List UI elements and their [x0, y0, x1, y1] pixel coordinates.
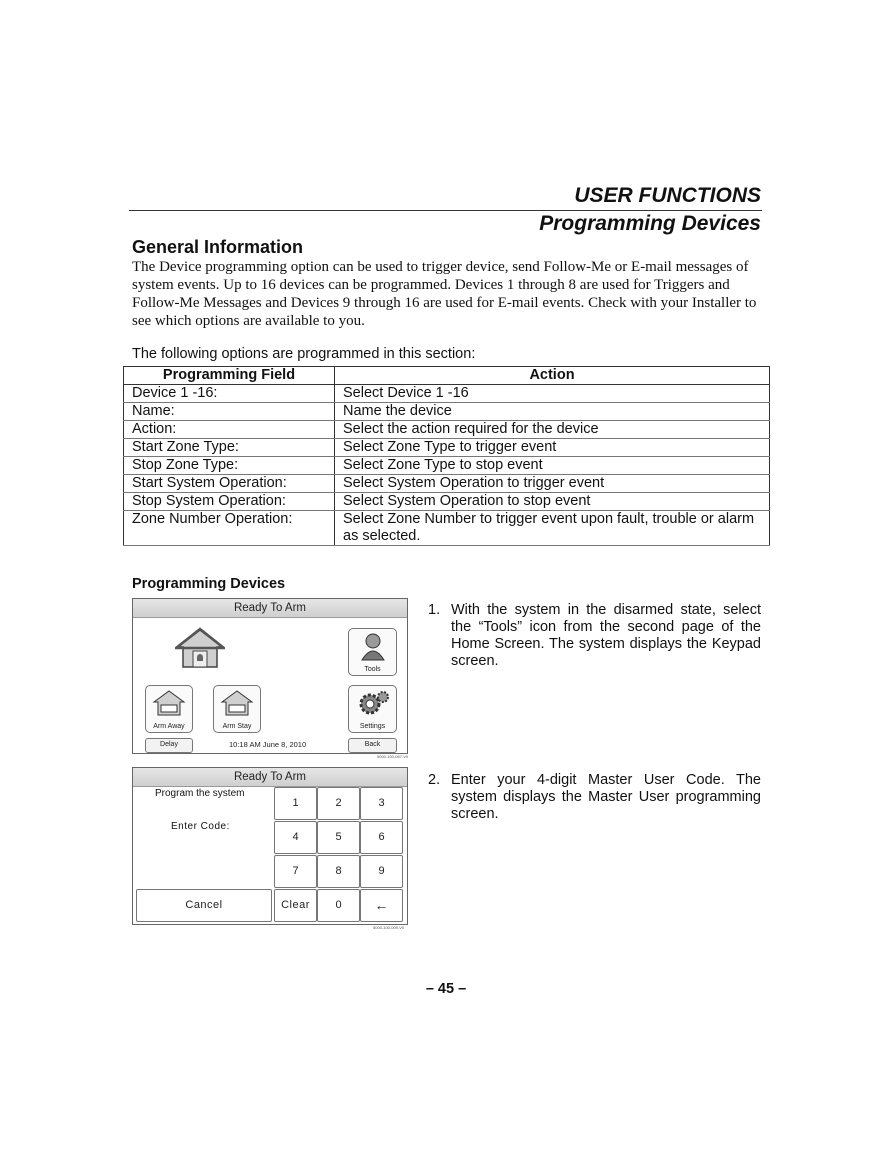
arm-stay-button[interactable]	[213, 685, 261, 733]
keypad-key-6[interactable]: 6	[360, 821, 403, 854]
table-header-action: Action	[335, 367, 770, 385]
backspace-button[interactable]: ←	[360, 889, 403, 922]
field-cell: Start System Operation:	[124, 475, 335, 493]
action-cell: Select Zone Type to stop event	[335, 457, 770, 475]
field-cell: Action:	[124, 421, 335, 439]
settings-icon	[356, 689, 390, 717]
keypad-key-5[interactable]: 5	[317, 821, 360, 854]
action-cell: Select Device 1 -16	[335, 385, 770, 403]
house-icon	[175, 627, 225, 671]
figure-code: 5000-100-009-V0	[373, 925, 405, 930]
general-information-heading: General Information	[132, 237, 304, 257]
table-row	[124, 493, 770, 511]
page-title: Programming Devices	[539, 212, 761, 235]
options-lead-text: The following options are programmed in this section:	[132, 346, 476, 362]
keypad-key-0[interactable]: 0	[317, 889, 360, 922]
table-row	[124, 385, 770, 403]
status-bar: Ready To Arm	[133, 768, 407, 787]
action-cell: Select the action required for the device	[335, 421, 770, 439]
table-header-field: Programming Field	[124, 367, 335, 385]
figure-code: 5000-100-067-V0	[377, 754, 409, 759]
step-number: 2.	[428, 772, 441, 788]
settings-label: Settings	[359, 723, 386, 730]
delay-button[interactable]: Delay	[145, 738, 193, 753]
program-prompt: Program the system	[155, 788, 245, 799]
table-row	[124, 439, 770, 457]
clear-button[interactable]: Clear	[274, 889, 317, 922]
field-cell: Zone Number Operation:	[124, 511, 335, 546]
status-bar: Ready To Arm	[133, 599, 407, 618]
action-cell: Select Zone Type to trigger event	[335, 439, 770, 457]
arm-away-button[interactable]	[145, 685, 193, 733]
table-row	[124, 511, 770, 546]
keypad-key-9[interactable]: 9	[360, 855, 403, 888]
table-row	[124, 457, 770, 475]
field-cell: Name:	[124, 403, 335, 421]
tools-button[interactable]	[348, 628, 397, 676]
tools-label: Tools	[364, 666, 381, 673]
section-title: USER FUNCTIONS	[574, 184, 761, 207]
step-text: With the system in the disarmed state, select the “Tools” icon from the second page of the Home Screen. The system displays the Keypad screen.	[451, 602, 761, 669]
settings-button[interactable]	[348, 685, 397, 733]
date-time: 10:18 AM June 8, 2010	[229, 740, 307, 749]
action-cell: Name the device	[335, 403, 770, 421]
keypad-key-3[interactable]: 3	[360, 787, 403, 820]
header-divider	[129, 210, 762, 211]
table-row	[124, 403, 770, 421]
back-button[interactable]: Back	[348, 738, 397, 753]
field-cell: Device 1 -16:	[124, 385, 335, 403]
arm-stay-icon	[220, 689, 254, 717]
step-text: Enter your 4-digit Master User Code. The system displays the Master User programming screen.	[451, 772, 761, 822]
cancel-button[interactable]: Cancel	[136, 889, 272, 922]
keypad-key-1[interactable]: 1	[274, 787, 317, 820]
keypad-key-4[interactable]: 4	[274, 821, 317, 854]
action-cell: Select System Operation to trigger event	[335, 475, 770, 493]
enter-code-label: Enter Code:	[171, 821, 230, 832]
arm-away-label: Arm Away	[153, 723, 185, 730]
general-information-paragraph: The Device programming option can be used to trigger device, send Follow-Me or E-mail messages of system events. Up to 16 devices can be programmed. Devices 1 through 8 are used for Triggers and Follow-Me Messages and Devices 9 through 16 are used for E-mail events. Check with your Installer to see which options are available to you.	[132, 259, 757, 329]
field-cell: Stop Zone Type:	[124, 457, 335, 475]
home-screen-figure	[132, 598, 408, 754]
action-cell: Select Zone Number to trigger event upon fault, trouble or alarm as selected.	[335, 511, 770, 546]
field-cell: Start Zone Type:	[124, 439, 335, 457]
table-row	[124, 475, 770, 493]
arm-away-icon	[152, 689, 186, 717]
step-number: 1.	[428, 602, 441, 618]
programming-fields-table	[123, 366, 770, 546]
table-row	[124, 421, 770, 439]
keypad-screen-figure	[132, 767, 408, 925]
arm-stay-label: Arm Stay	[222, 723, 252, 730]
keypad-key-8[interactable]: 8	[317, 855, 360, 888]
keypad-key-7[interactable]: 7	[274, 855, 317, 888]
action-cell: Select System Operation to stop event	[335, 493, 770, 511]
keypad-key-2[interactable]: 2	[317, 787, 360, 820]
field-cell: Stop System Operation:	[124, 493, 335, 511]
tools-icon	[358, 632, 388, 662]
programming-devices-heading: Programming Devices	[132, 576, 286, 592]
page-number: – 45 –	[425, 981, 467, 997]
